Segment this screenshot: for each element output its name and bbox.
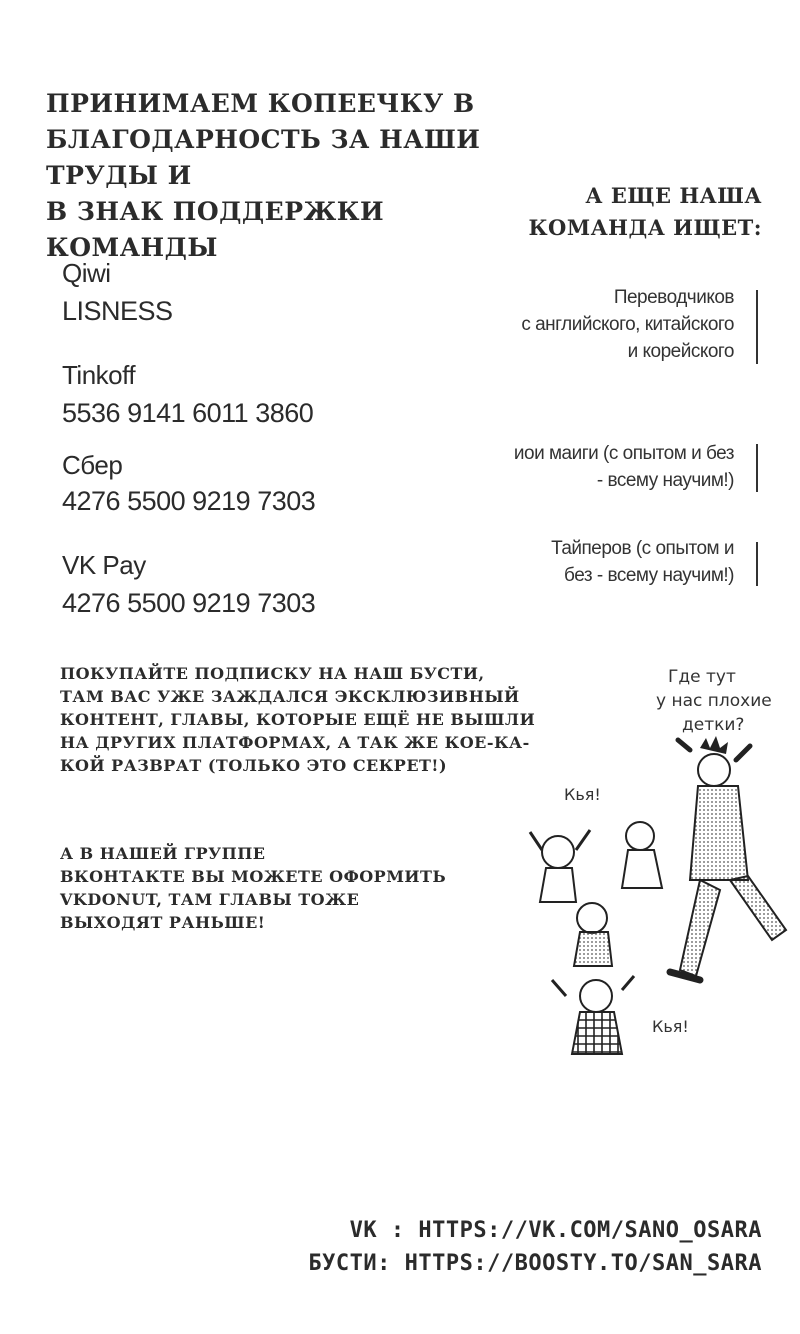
promo-line: НА ДРУГИХ ПЛАТФОРМАХ, А ТАК ЖЕ КОЕ-КА-: [60, 733, 530, 752]
donation-title: [46, 86, 516, 266]
seeking-title-line: А ЕЩЕ НАША: [585, 183, 762, 208]
role-line: Переводчиков: [613, 287, 734, 308]
promo-line: А В НАШЕЙ ГРУППЕ: [60, 844, 266, 863]
promo-line: ВЫХОДЯТ РАНЬШЕ!: [60, 913, 266, 932]
role-line: Тайперов (с опытом и: [551, 538, 734, 559]
payment-value-vkpay[interactable]: 4276 5500 9219 7303: [62, 588, 316, 618]
manga-illustration: [510, 640, 800, 1080]
title-line: ПРИНИМАЕМ КОПЕЕЧКУ В: [46, 89, 475, 118]
sfx-shout: Кья!: [564, 785, 601, 804]
payment-name-sber: Сбер: [62, 450, 123, 480]
payment-name-vkpay: VK Pay: [62, 550, 146, 580]
role-line: без - всему научим!): [564, 565, 734, 586]
payment-value-tinkoff[interactable]: 5536 9141 6011 3860: [62, 398, 314, 428]
promo-line: VKDONUT, ТАМ ГЛАВЫ ТОЖЕ: [60, 890, 360, 909]
payment-name-tinkoff: Tinkoff: [62, 360, 136, 390]
role-line: - всему научим!): [596, 470, 734, 491]
payment-value-sber[interactable]: 4276 5500 9219 7303: [62, 486, 316, 516]
promo-line: ВКОНТАКТЕ ВЫ МОЖЕТЕ ОФОРМИТЬ: [60, 867, 447, 886]
team-seeking-title: [528, 180, 762, 244]
speech-line: у нас плохие: [656, 691, 772, 711]
role-line: иои маиги (с опытом и без: [513, 443, 734, 464]
running-man: [670, 736, 786, 980]
vk-link[interactable]: VK : HTTPS://VK.COM/SANO_OSARA: [349, 1218, 762, 1243]
title-line: БЛАГОДАРНОСТЬ ЗА НАШИ ТРУДЫ И: [46, 125, 481, 190]
payment-value-qiwi[interactable]: LISNESS: [62, 296, 173, 326]
vk-promo: [60, 842, 446, 934]
role-divider: [756, 444, 758, 492]
boosty-promo: [60, 662, 535, 777]
speech-line: Где тут: [668, 667, 736, 687]
social-links: [308, 1214, 762, 1280]
promo-line: КОЙ РАЗВРАТ (ТОЛЬКО ЭТО СЕКРЕТ!): [60, 756, 448, 775]
boosty-link[interactable]: БУСТИ: HTTPS://BOOSTY.TO/SAN_SARA: [308, 1251, 762, 1276]
manga-drawing: [510, 640, 800, 1080]
promo-line: КОНТЕНТ, ГЛАВЫ, КОТОРЫЕ ЕЩЁ НЕ ВЫШЛИ: [60, 710, 536, 729]
sfx-shout: Кья!: [652, 1017, 689, 1036]
promo-line: ПОКУПАЙТЕ ПОДПИСКУ НА НАШ БУСТИ,: [60, 664, 485, 683]
running-kids: [530, 822, 662, 1054]
role-divider: [756, 542, 758, 586]
title-line: В ЗНАК ПОДДЕРЖКИ КОМАНДЫ: [46, 197, 385, 262]
payment-name-qiwi: Qiwi: [62, 258, 111, 288]
role-cleaners: [514, 440, 734, 494]
seeking-title-line: КОМАНДА ИЩЕТ:: [528, 215, 762, 240]
role-divider: [756, 290, 758, 364]
role-line: и корейского: [627, 341, 734, 362]
role-translators: [521, 284, 734, 365]
speech-line: детки?: [682, 715, 745, 735]
role-line: с английского, китайского: [521, 314, 734, 335]
role-typers: [551, 535, 734, 589]
promo-line: ТАМ ВАС УЖЕ ЗАЖДАЛСЯ ЭКСКЛЮЗИВНЫЙ: [60, 687, 520, 706]
